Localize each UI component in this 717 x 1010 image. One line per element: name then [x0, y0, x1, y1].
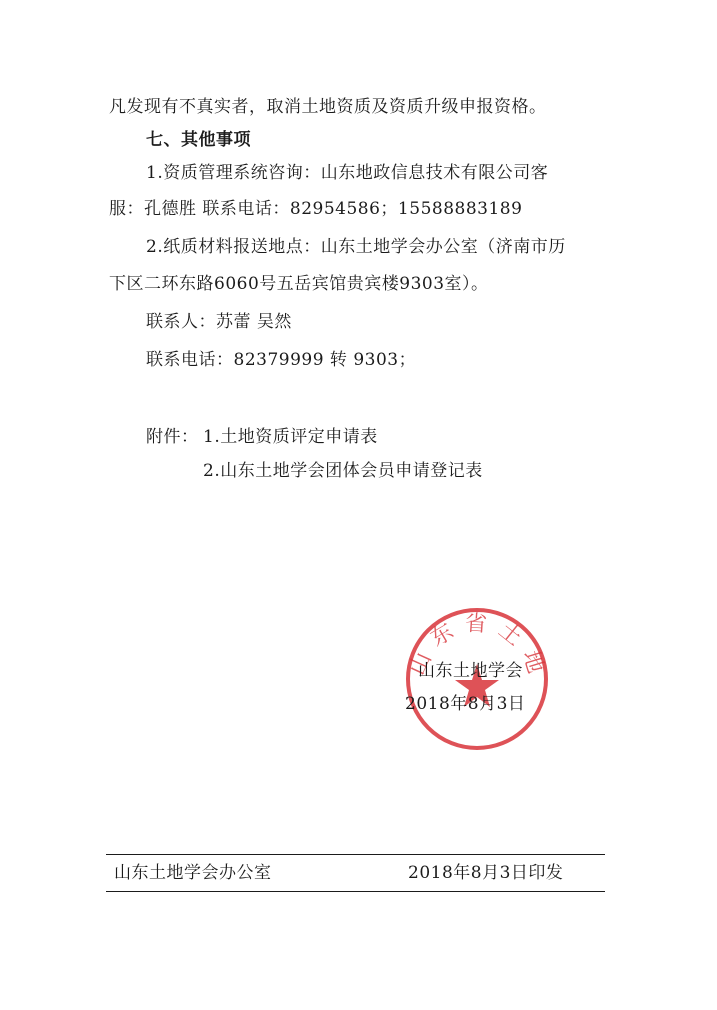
footer-bottom-rule	[106, 891, 605, 892]
body-text-line: 凡发现有不真实者，取消土地资质及资质升级申报资格。	[109, 97, 547, 117]
footer-top-rule	[106, 854, 605, 855]
item-1-line-2: 服：孔德胜 联系电话：82954586；15588883189	[109, 199, 523, 219]
attachments-label: 附件：	[146, 427, 199, 447]
footer-issuer: 山东土地学会办公室	[114, 863, 272, 883]
item-2-line-1: 2.纸质材料报送地点：山东土地学会办公室（济南市历	[146, 237, 566, 257]
attachment-1: 1.土地资质评定申请表	[203, 427, 378, 447]
section-heading: 七、其他事项	[146, 130, 251, 150]
signing-date: 2018年8月3日	[405, 694, 526, 714]
attachment-2: 2.山东土地学会团体会员申请登记表	[203, 461, 483, 481]
seal-arc-text: 山东省土地	[404, 611, 551, 686]
footer-issue-date: 2018年8月3日印发	[408, 863, 564, 883]
contact-person: 联系人：苏蕾 吴然	[146, 312, 292, 332]
item-2-line-2: 下区二环东路6060号五岳宾馆贵宾楼9303室）。	[109, 274, 489, 294]
contact-phone: 联系电话：82379999 转 9303；	[146, 350, 417, 370]
item-1-line-1: 1.资质管理系统咨询：山东地政信息技术有限公司客	[146, 163, 549, 183]
signing-organization: 山东土地学会	[418, 661, 523, 681]
